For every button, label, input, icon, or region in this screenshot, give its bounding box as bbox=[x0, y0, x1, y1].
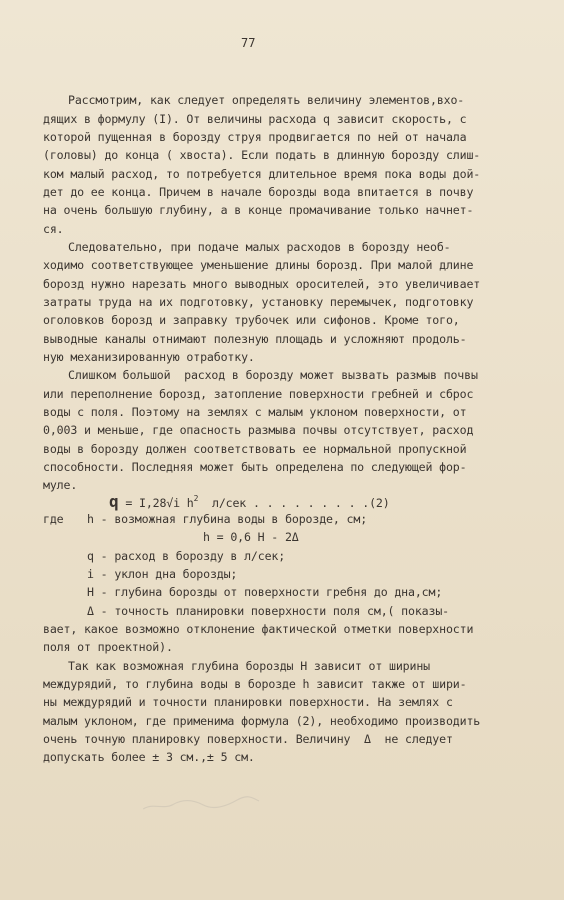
text-line: воды с поля. Поэтому на землях с малым уклоном поверхности, от bbox=[43, 405, 467, 419]
text-line: которой пущенная в борозду струя продвигается по ней от начала bbox=[43, 130, 467, 144]
text-line: муле. bbox=[43, 478, 78, 492]
text-line: вает, какое возможно отклонение фактической отметки поверхности bbox=[43, 622, 474, 636]
text-line: или переполнение борозд, затопление поверхности гребней и сброс bbox=[43, 387, 474, 401]
text-line: 0,003 и меньше, где опасность размыва почвы отсутствует, расход bbox=[43, 423, 474, 437]
text-line: на очень большую глубину, а в конце промачивание только начнет- bbox=[43, 203, 474, 217]
text-line: оголовков борозд и заправку трубочек или сифонов. Кроме того, bbox=[43, 313, 460, 327]
where-word: где bbox=[43, 512, 64, 526]
formula-exponent: 2 bbox=[193, 494, 199, 503]
text-line: затраты труда на их подготовку, установку перемычек, подготовку bbox=[43, 295, 474, 309]
text-line: междурядий, то глубина воды в борозде h зависит также от шири- bbox=[43, 677, 467, 691]
text-line: Слишком большой расход в борозду может вызвать размыв почвы bbox=[68, 368, 478, 382]
text-line: дет до ее конца. Причем в начале борозды вода впитается в почву bbox=[43, 185, 474, 199]
formula bbox=[109, 490, 390, 512]
text-line: дящих в формулу (I). От величины расхода q зависит скорость, с bbox=[43, 112, 467, 126]
text-line: очень точную планировку поверхности. Величину Δ не следует bbox=[43, 732, 453, 746]
text-line: ную механизированную отработку. bbox=[43, 350, 255, 364]
text-line: способности. Последняя может быть определена по следующей фор- bbox=[43, 460, 467, 474]
definition-line: H - глубина борозды от поверхности гребня до дна,см; bbox=[87, 585, 443, 599]
text-line: поля от проектной). bbox=[43, 640, 173, 654]
formula-lhs: q bbox=[109, 492, 119, 511]
formula-unit: л/сек . . . . . . . . .(2) bbox=[211, 496, 390, 510]
text-line: ны междурядий и точности планировки поверхности. На землях с bbox=[43, 695, 453, 709]
text-line: ходимо соответствующее уменьшение длины борозд. При малой длине bbox=[43, 258, 474, 272]
text-line: Следовательно, при подаче малых расходов в борозду необ- bbox=[68, 240, 451, 254]
definition-line: Δ - точность планировки поверхности поля см,( показы- bbox=[87, 604, 449, 618]
page-number: 77 bbox=[241, 36, 256, 50]
text-line: ся. bbox=[43, 222, 64, 236]
text-line: (головы) до конца ( хвоста). Если подать в длинную борозду слиш- bbox=[43, 148, 481, 162]
text-line: воды в борозду должен соответствовать ее нормальной пропускной bbox=[43, 442, 467, 456]
text-line: малым уклоном, где применима формула (2), необходимо производить bbox=[43, 714, 481, 728]
pencil-mark bbox=[141, 790, 262, 816]
definition-line: q - расход в борозду в л/сек; bbox=[87, 549, 286, 563]
formula-rhs: = I,28√i h bbox=[125, 496, 194, 510]
text-line: Так как возможная глубина борозды H зависит от ширины bbox=[68, 659, 430, 673]
text-line: выводные каналы отнимают полезную площадь и усложняют продоль- bbox=[43, 332, 467, 346]
text-line: ком малый расход, то потребуется длительное время пока воды дой- bbox=[43, 167, 481, 181]
definition-line: h = 0,6 H - 2Δ bbox=[203, 530, 299, 544]
text-line: Рассмотрим, как следует определять величину элементов,вхо- bbox=[68, 93, 465, 107]
text-line: допускать более ± 3 см.,± 5 см. bbox=[43, 750, 255, 764]
definition-line: i - уклон дна борозды; bbox=[87, 567, 238, 581]
text-line: борозд нужно нарезать много выводных оросителей, это увеличивает bbox=[43, 277, 481, 291]
definition-line: h - возможная глубина воды в борозде, см; bbox=[87, 512, 368, 526]
